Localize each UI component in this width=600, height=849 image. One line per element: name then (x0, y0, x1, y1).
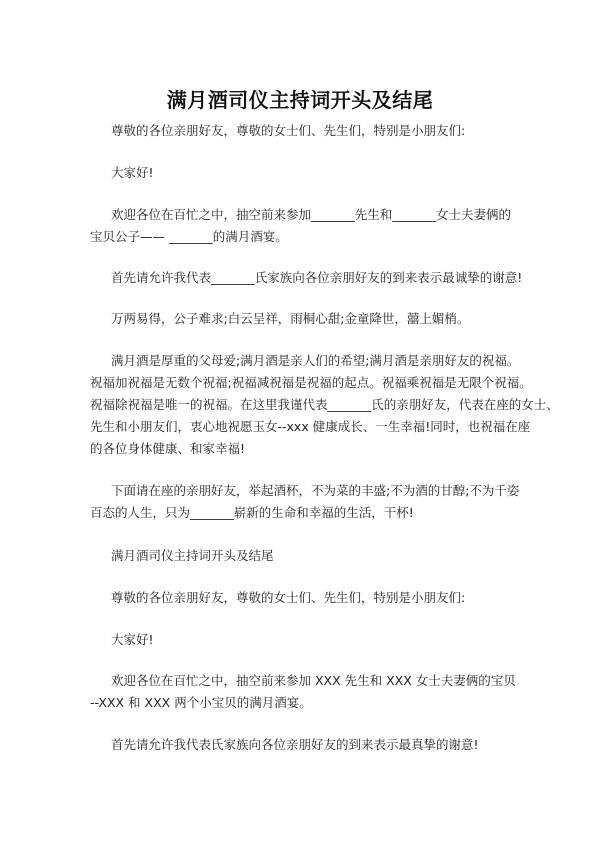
paragraph-line-4: 先生和小朋友们，衷心地祝愿玉女--xxx 健康成长、一生幸福!同时，也祝福在座 (90, 419, 531, 434)
toast-line-1: 下面请在座的亲朋好友，举起酒杯，不为菜的丰盛;不为酒的甘醇;不为千姿 (111, 483, 520, 498)
welcome2-line-1: 欢迎各位在百忙之中，抽空前来参加 XXX 先生和 XXX 女士夫妻俩的宝贝 (111, 673, 516, 688)
paragraph-line-5: 的各位身体健康、和家幸福! (90, 441, 246, 456)
thanks-line: 首先请允许我代表_______氏家族向各位亲朋好友的到来表示最诚挚的谢意! (111, 270, 523, 285)
document-title: 满月酒司仪主持词开头及结尾 (166, 88, 434, 112)
blessing-couplet-line: 万两易得，公子难求;白云呈祥，雨桐心甜;金童降世，囍上媚梢。 (111, 311, 470, 326)
welcome2-line-2: --XXX 和 XXX 两个小宝贝的满月酒宴。 (90, 695, 312, 710)
toast-line-2: 百态的人生，只为_______崭新的生命和幸福的生活，干杯! (90, 505, 414, 520)
thanks-line-2: 首先请允许我代表氏家族向各位亲朋好友的到来表示最真挚的谢意! (111, 737, 479, 752)
section-heading: 满月酒司仪主持词开头及结尾 (111, 548, 274, 563)
paragraph-line-1: 满月酒是厚重的父母爱;满月酒是亲人们的希望;满月酒是亲朋好友的祝福。 (111, 353, 520, 368)
greeting-line-2: 尊敬的各位亲朋好友，尊敬的女士们、先生们，特别是小朋友们: (111, 590, 466, 605)
paragraph-line-2: 祝福加祝福是无数个祝福;祝福减祝福是祝福的起点。祝福乘祝福是无限个祝福。 (90, 375, 532, 390)
hello-line-2: 大家好! (111, 632, 154, 647)
welcome-line-1: 欢迎各位在百忙之中，抽空前来参加_______先生和_______女士夫妻俩的 (111, 207, 512, 222)
welcome-line-2: 宝贝公子—— _______的满月酒宴。 (90, 229, 288, 244)
greeting-line: 尊敬的各位亲朋好友，尊敬的女士们、先生们，特别是小朋友们: (111, 123, 466, 138)
hello-line: 大家好! (111, 165, 154, 180)
paragraph-line-3: 祝福除祝福是唯一的祝福。在这里我谨代表_______氏的亲朋好友，代表在座的女士、 (90, 397, 559, 412)
